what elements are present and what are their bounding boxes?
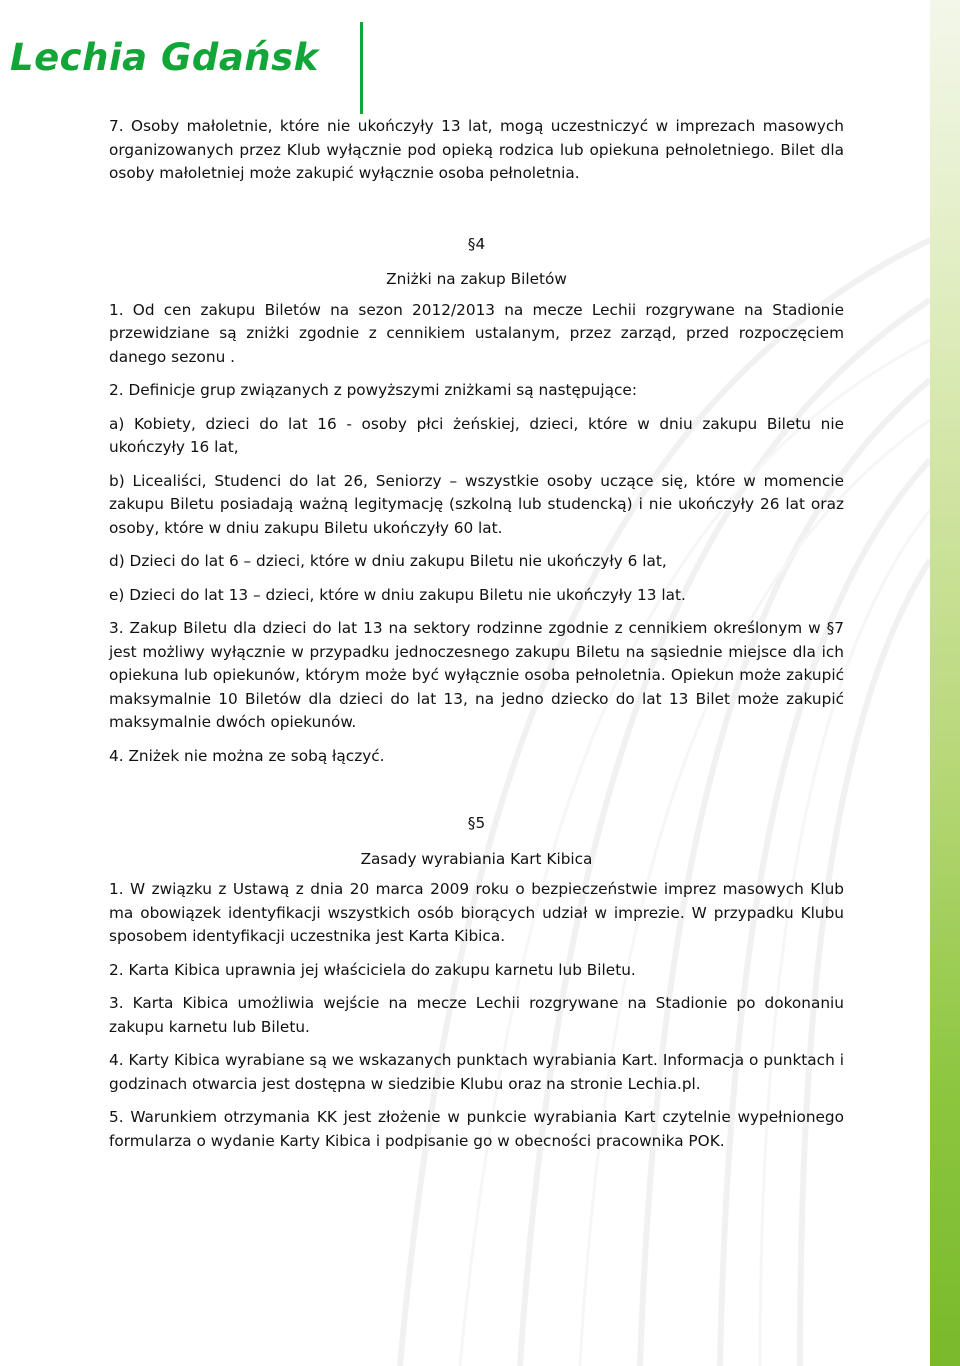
section-4-number: §4 [467, 234, 486, 253]
section-5-title: Zasady wyrabiania Kart Kibica [360, 849, 593, 868]
club-logo [10, 34, 319, 82]
section-4-paragraph-3: 3. Zakup Biletu dla dzieci do lat 13 na sektory rodzinne zgodnie z cennikiem określonym w §7 jest możliwy wyłącznie w przypadku jednoczesnego zakupu Biletu na sąsiednie miejsce dla ich opiekuna lub opiekunów, którym może być wyłącznie osoba pełnoletnia. Opiekun może zakupić maksymalnie 10 Biletów dla dzieci do lat 13, na jedno dziecko do lat 13 Bilet może zakupić maksymalnie dwóch opiekunów. [109, 619, 844, 731]
section-5-number: §5 [467, 814, 486, 832]
section-4-title: Zniżki na zakup Biletów [386, 270, 567, 288]
side-accent-stripe [930, 0, 960, 1366]
logo-divider [360, 22, 363, 114]
logo-text: Lechia Gdańsk [10, 36, 319, 79]
section-4-paragraph-2: 2. Definicje grup związanych z powyższymi zniżkami są następujące: [109, 381, 637, 399]
section-4-item-e: e) Dzieci do lat 13 – dzieci, które w dniu zakupu Biletu nie ukończyły 13 lat. [109, 585, 686, 604]
document-body [109, 115, 844, 1153]
section-5-paragraph-5: 5. Warunkiem otrzymania KK jest złożenie w punkcie wyrabiania Kart czytelnie wypełnionego formularza o wydanie Karty Kibica i podpisanie go w obecności pracownika POK. [109, 1108, 844, 1150]
section-5-paragraph-4: 4. Karty Kibica wyrabiane są we wskazanych punktach wyrabiania Kart. Informacja o punktach i godzinach otwarcia jest dostępna w siedzibie Klubu oraz na stronie Lechia.pl. [109, 1051, 844, 1093]
paragraph-7: 7. Osoby małoletnie, które nie ukończyły 13 lat, mogą uczestniczyć w imprezach masowych organizowanych przez Klub wyłącznie pod opieką rodzica lub opiekuna pełnoletniego. Bilet dla osoby małoletniej może zakupić wyłącznie osoba pełnoletnia. [109, 117, 844, 182]
section-4-item-b: b) Licealiści, Studenci do lat 26, Seniorzy – wszystkie osoby uczące się, które w momencie zakupu Biletu posiadają ważną legitymację (szkolną lub studencką) i nie ukończyły 26 lat oraz osoby, które w dniu zakupu Biletu ukończyły 60 lat. [109, 471, 844, 537]
section-4-item-a: a) Kobiety, dzieci do lat 16 - osoby płci żeńskiej, dzieci, które w dniu zakupu Biletu nie ukończyły 16 lat, [109, 414, 844, 456]
section-5-paragraph-2: 2. Karta Kibica uprawnia jej właściciela do zakupu karnetu lub Biletu. [109, 960, 636, 979]
section-4-paragraph-1: 1. Od cen zakupu Biletów na sezon 2012/2013 na mecze Lechii rozgrywane na Stadionie przewidziane są zniżki zgodnie z cennikiem ustalanym, przez zarząd, przed rozpoczęciem danego sezonu . [109, 300, 844, 366]
section-4-item-d: d) Dzieci do lat 6 – dzieci, które w dniu zakupu Biletu nie ukończyły 6 lat, [109, 552, 667, 570]
section-5-paragraph-3: 3. Karta Kibica umożliwia wejście na mecze Lechii rozgrywane na Stadionie po dokonaniu zakupu karnetu lub Biletu. [109, 994, 844, 1036]
section-5-paragraph-1: 1. W związku z Ustawą z dnia 20 marca 2009 roku o bezpieczeństwie imprez masowych Klub ma obowiązek identyfikacji wszystkich osób biorących udział w imprezie. W przypadku Klubu sposobem identyfikacji uczestnika jest Karta Kibica. [109, 880, 844, 945]
section-4-paragraph-4: 4. Zniżek nie można ze sobą łączyć. [109, 746, 385, 765]
